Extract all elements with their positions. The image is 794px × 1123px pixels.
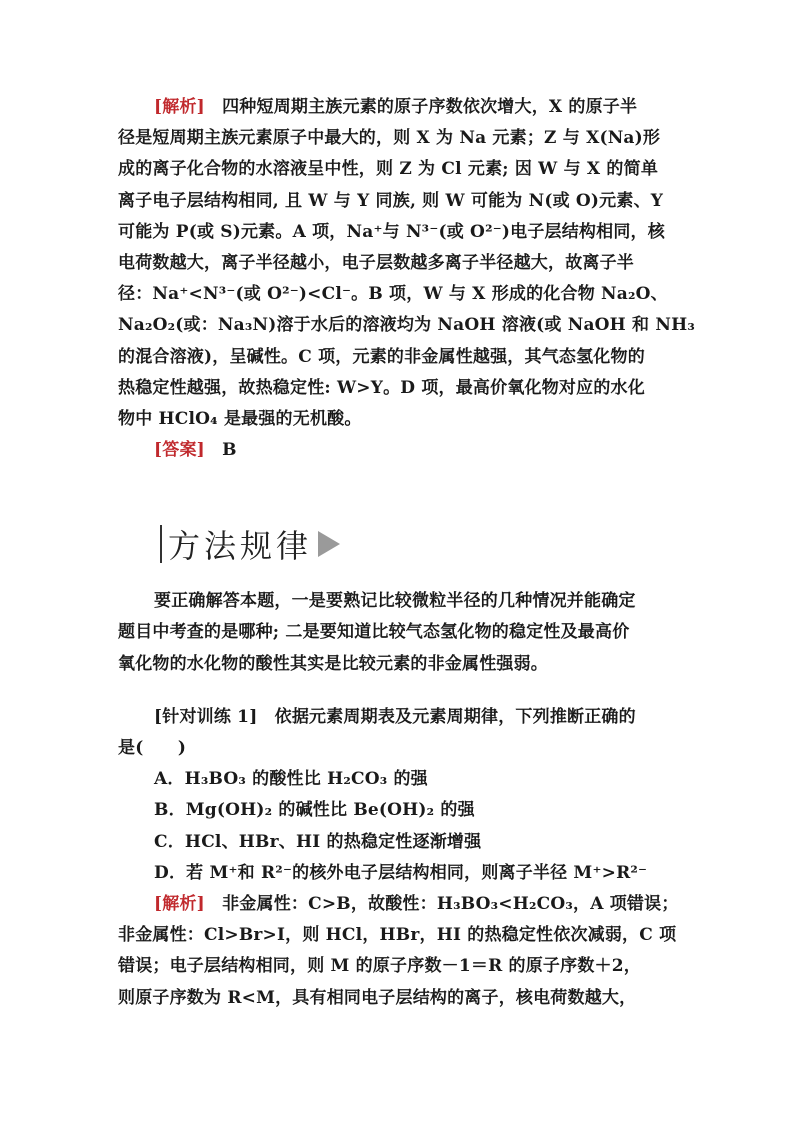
analysis-1-line-2: 径是短周期主族元素原子中最大的，则 X 为 Na 元素；Z 与 X(Na)形 (118, 128, 661, 149)
analysis-2-line-2: 非金属性：Cl>Br>I，则 HCl，HBr，HI 的热稳定性依次减弱，C 项 (118, 925, 677, 946)
answer-line (118, 435, 678, 466)
option-b: B．Mg(OH)₂ 的碱性比 Be(OH)₂ 的强 (154, 800, 475, 821)
analysis-1-line-1: [解析] 四种短周期主族元素的原子序数依次增大，X 的原子半 (154, 97, 638, 117)
triangle-arrow-icon (318, 531, 340, 557)
analysis-2-line-4: 则原子序数为 R<M，具有相同电子层结构的离子，核电荷数越大， (118, 987, 637, 1008)
analysis-1-line-7: 径：Na⁺<N³⁻(或 O²⁻)<Cl⁻。B 项，W 与 X 形成的化合物 Na₂O、 (118, 284, 668, 305)
analysis-1-line-3: 成的离子化合物的水溶液呈中性，则 Z 为 Cl 元素; 因 W 与 X 的简单 (118, 159, 659, 180)
method-line-1: 要正确解答本题，一是要熟记比较微粒半径的几种情况并能确定 (154, 591, 636, 612)
analysis-2-line-1: [解析] 非金属性：C>B，故酸性：H₃BO₃<H₂CO₃，A 项错误； (154, 893, 679, 914)
section-bar (160, 525, 162, 563)
method-section-header (118, 522, 678, 566)
analysis-1-line-5: 可能为 P(或 S)元素。A 项，Na⁺与 N³⁻(或 O²⁻)电子层结构相同，核 (118, 221, 665, 242)
option-d: D．若 M⁺和 R²⁻的核外电子层结构相同，则离子半径 M⁺>R²⁻ (154, 862, 648, 883)
analysis-1-line-9: 的混合溶液)，呈碱性。C 项，元素的非金属性越强，其气态氢化物的 (118, 346, 645, 367)
section-title: 方法规律 (168, 527, 313, 566)
analysis-tag: [解析] (154, 97, 205, 117)
analysis-2-line-3: 错误；电子层结构相同，则 M 的原子序数－1＝R 的原子序数＋2， (118, 956, 641, 977)
analysis-1-line-8: Na₂O₂(或：Na₃N)溶于水后的溶液均为 NaOH 溶液(或 NaOH 和 NH₃ (118, 315, 696, 336)
analysis-1-line-11: 物中 HClO₄ 是最强的无机酸。 (118, 408, 362, 429)
analysis-1-line-4: 离子电子层结构相同, 且 W 与 Y 同族, 则 W 可能为 N(或 O)元素、Y (118, 190, 664, 211)
exercise-line-1: [针对训练 1] 依据元素周期表及元素周期律，下列推断正确的 (154, 706, 636, 727)
exercise-line-2: 是( ) (118, 738, 187, 758)
method-line-3: 氧化物的水化物的酸性其实是比较元素的非金属性强弱。 (118, 653, 548, 674)
answer-tag: [答案] (154, 440, 205, 461)
option-a: A．H₃BO₃ 的酸性比 H₂CO₃ 的强 (154, 769, 428, 790)
analysis-1-line-6: 电荷数越大，离子半径越小，电子层数越多离子半径越大，故离子半 (118, 252, 634, 273)
document-page (118, 92, 696, 1014)
analysis-1-line-10: 热稳定性越强，故热稳定性: W>Y。D 项，最高价氧化物对应的水化 (118, 377, 645, 398)
analysis-tag: [解析] (154, 893, 205, 914)
answer-value: B (222, 440, 237, 461)
option-c: C．HCl、HBr、HI 的热稳定性逐渐增强 (154, 831, 482, 852)
method-line-2: 题目中考查的是哪种; 二是要知道比较气态氢化物的稳定性及最高价 (118, 622, 630, 643)
